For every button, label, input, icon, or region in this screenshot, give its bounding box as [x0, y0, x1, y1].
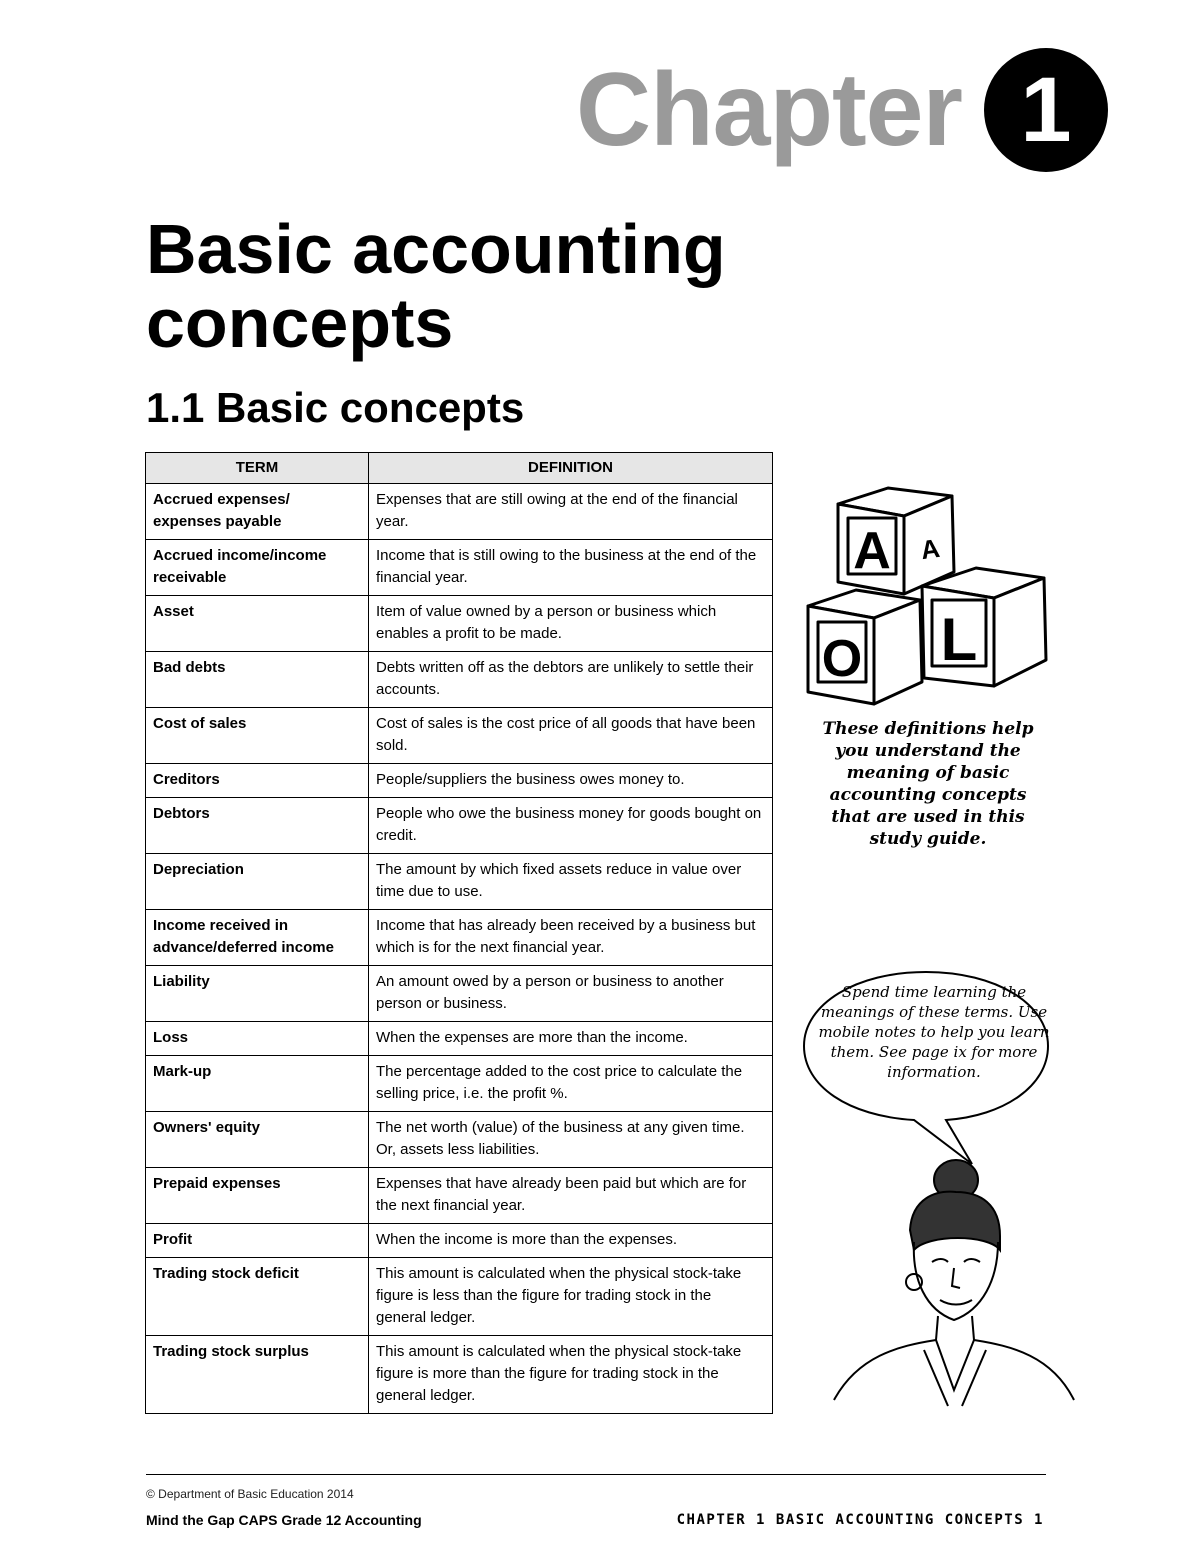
block-letter-a: A	[853, 522, 891, 580]
definition-cell: The percentage added to the cost price to calculate the selling price, i.e. the profit %.	[369, 1056, 773, 1112]
table-row	[146, 910, 773, 966]
table-row	[146, 1336, 773, 1414]
definition-cell: The amount by which fixed assets reduce in value over time due to use.	[369, 854, 773, 910]
side-note: These definitions help you understand the meaning of basic accounting concepts that are used in this study guide.	[822, 719, 1034, 849]
column-header-definition: DEFINITION	[369, 453, 773, 484]
alphabet-blocks-icon	[804, 482, 1050, 714]
term-cell: Owners' equity	[146, 1112, 369, 1168]
term-cell: Depreciation	[146, 854, 369, 910]
chapter-label: Chapter	[576, 52, 962, 168]
definition-cell: Income that is still owing to the business at the end of the financial year.	[369, 540, 773, 596]
definition-cell: Debts written off as the debtors are unlikely to settle their accounts.	[369, 652, 773, 708]
definition-cell: Income that has already been received by a business but which is for the next financial year.	[369, 910, 773, 966]
term-cell: Debtors	[146, 798, 369, 854]
term-cell: Prepaid expenses	[146, 1168, 369, 1224]
definition-cell: An amount owed by a person or business to another person or business.	[369, 966, 773, 1022]
term-cell: Mark-up	[146, 1056, 369, 1112]
definition-cell: When the income is more than the expenses.	[369, 1224, 773, 1258]
chapter-heading	[576, 48, 1108, 172]
table-row	[146, 1258, 773, 1336]
definition-cell: People who owe the business money for goods bought on credit.	[369, 798, 773, 854]
block-letter-a-side: A	[918, 532, 942, 566]
term-cell: Creditors	[146, 764, 369, 798]
table-row	[146, 1022, 773, 1056]
term-cell: Liability	[146, 966, 369, 1022]
page-title: Basic accounting concepts	[146, 210, 726, 362]
term-cell: Cost of sales	[146, 708, 369, 764]
speech-bubble-text: Spend time learning the meanings of these terms. Use mobile notes to help you learn them. See page ix for more information.	[818, 983, 1050, 1081]
table-row	[146, 1112, 773, 1168]
table-row	[146, 854, 773, 910]
table-row	[146, 966, 773, 1022]
table-row	[146, 1168, 773, 1224]
definition-cell: Expenses that have already been paid but which are for the next financial year.	[369, 1168, 773, 1224]
term-cell: Accrued income/income receivable	[146, 540, 369, 596]
chapter-number-badge: 1	[984, 48, 1108, 172]
definition-cell: This amount is calculated when the physical stock-take figure is less than the figure for trading stock in the general ledger.	[369, 1258, 773, 1336]
table-row	[146, 798, 773, 854]
copyright-notice: © Department of Basic Education 2014	[146, 1487, 354, 1501]
term-cell: Trading stock deficit	[146, 1258, 369, 1336]
table-header-row	[146, 453, 773, 484]
block-letter-l: L	[940, 606, 978, 673]
definition-cell: Expenses that are still owing at the end of the financial year.	[369, 484, 773, 540]
section-title: 1.1 Basic concepts	[146, 384, 525, 431]
table-row	[146, 1056, 773, 1112]
term-cell: Bad debts	[146, 652, 369, 708]
table-row	[146, 1224, 773, 1258]
term-cell: Trading stock surplus	[146, 1336, 369, 1414]
definition-cell: Cost of sales is the cost price of all goods that have been sold.	[369, 708, 773, 764]
definition-cell: The net worth (value) of the business at any given time. Or, assets less liabilities.	[369, 1112, 773, 1168]
table-row	[146, 764, 773, 798]
table-row	[146, 652, 773, 708]
student-illustration-icon	[828, 1150, 1078, 1410]
term-cell: Accrued expenses/ expenses payable	[146, 484, 369, 540]
block-letter-o: O	[821, 630, 863, 688]
table-row	[146, 596, 773, 652]
definition-cell: People/suppliers the business owes money to.	[369, 764, 773, 798]
definition-cell: This amount is calculated when the physical stock-take figure is more than the figure for trading stock in the general ledger.	[369, 1336, 773, 1414]
table-row	[146, 484, 773, 540]
definition-cell: Item of value owned by a person or business which enables a profit to be made.	[369, 596, 773, 652]
term-cell: Loss	[146, 1022, 369, 1056]
table-row	[146, 540, 773, 596]
running-head: CHAPTER 1 BASIC ACCOUNTING CONCEPTS 1	[676, 1512, 1044, 1528]
book-title: Mind the Gap CAPS Grade 12 Accounting	[146, 1512, 422, 1528]
footer-divider	[146, 1474, 1046, 1475]
term-cell: Income received in advance/deferred income	[146, 910, 369, 966]
terms-table	[145, 452, 773, 1414]
table-row	[146, 708, 773, 764]
term-cell: Profit	[146, 1224, 369, 1258]
column-header-term: TERM	[146, 453, 369, 484]
definition-cell: When the expenses are more than the income.	[369, 1022, 773, 1056]
term-cell: Asset	[146, 596, 369, 652]
